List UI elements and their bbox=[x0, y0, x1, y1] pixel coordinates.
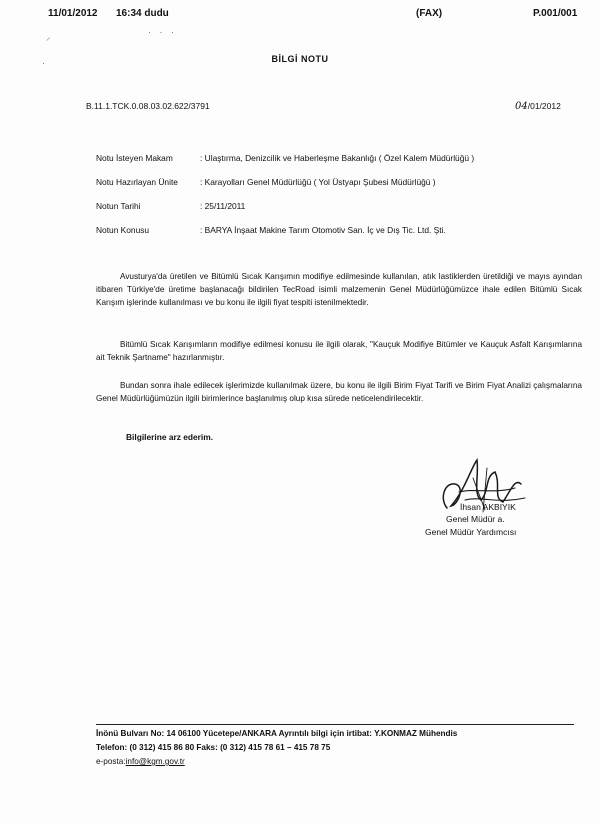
fax-time: 16:34 dudu bbox=[116, 8, 169, 19]
signatory-name: İhsan AKBIYIK bbox=[460, 502, 516, 512]
field-value: : Karayolları Genel Müdürlüğü ( Yol Üstyapı Şubesi Müdürlüğü ) bbox=[200, 177, 436, 187]
footer-phones: Telefon: (0 312) 415 86 80 Faks: (0 312) 415 78 61 – 415 78 75 bbox=[96, 743, 331, 752]
reference-number: B.11.1.TCK.0.08.03.02.622/3791 bbox=[86, 101, 210, 111]
scan-noise-mark: · bbox=[42, 58, 45, 68]
printed-month-year: /01/2012 bbox=[527, 101, 561, 111]
field-value: : 25/11/2011 bbox=[200, 201, 246, 211]
field-value: : BARYA İnşaat Makine Tarım Otomotiv San. İç ve Dış Tic. Ltd. Şti. bbox=[200, 225, 446, 235]
reference-date bbox=[515, 101, 561, 112]
footer-email-link[interactable]: info@kgm.gov.tr bbox=[125, 757, 185, 766]
body-paragraph: Avusturya'da üretilen ve Bitümlü Sıcak Karışımın modifiye edilmesinde kullanılan, atık lastiklerden üretildiği ve mayıs ayından itibaren Türkiye'de üretime başlanacağı bildirilen TecRoad isimli malzemenin Genel Müdürlüğümüzce ihale edilen Bitümlü Sıcak Karışım işlerinde kullanılması ve bu konu ile ilgili fiyat tespiti istenilmektedir. bbox=[96, 272, 582, 307]
closing-line: Bilgilerine arz ederim. bbox=[126, 432, 214, 442]
scan-noise-mark: · · · bbox=[148, 27, 177, 37]
fax-mode: (FAX) bbox=[416, 8, 443, 19]
fax-transmission-header bbox=[0, 8, 600, 22]
footer-divider bbox=[96, 724, 574, 725]
fax-date: 11/01/2012 bbox=[48, 8, 98, 19]
fax-page-number: P.001/001 bbox=[533, 8, 578, 19]
field-value: : Ulaştırma, Denizcilik ve Haberleşme Bakanlığı ( Özel Kalem Müdürlüğü ) bbox=[200, 153, 475, 163]
field-label: Notun Tarihi bbox=[96, 201, 141, 211]
field-label: Notu İsteyen Makam bbox=[96, 153, 173, 163]
footer-email-line bbox=[96, 757, 185, 766]
signatory-title: Genel Müdür a. bbox=[446, 514, 505, 524]
scan-noise-mark: ⸝ bbox=[46, 32, 51, 42]
signatory-title: Genel Müdür Yardımcısı bbox=[425, 527, 517, 537]
document-title: BİLGİ NOTU bbox=[271, 54, 329, 64]
handwritten-day: 04 bbox=[515, 101, 528, 112]
footer-address: İnönü Bulvarı No: 14 06100 Yücetepe/ANKARA Ayrıntılı bilgi için irtibat: Y.KONMAZ Mühendis bbox=[96, 729, 458, 738]
field-label: Notu Hazırlayan Ünite bbox=[96, 177, 178, 187]
field-label: Notun Konusu bbox=[96, 225, 150, 235]
body-paragraph: Bundan sonra ihale edilecek işlerimizde kullanılmak üzere, bu konu ile ilgili Birim Fiyat Tarifi ve Birim Fiyat Analizi çalışmalarına Genel Müdürlüğümüzün ilgili birimlerince başlanılmış olup kısa sürede neticelendirilecektir. bbox=[96, 381, 582, 403]
footer-email-label: e-posta: bbox=[96, 757, 126, 766]
body-paragraph: Bitümlü Sıcak Karışımların modifiye edilmesi konusu ile ilgili olarak, "Kauçuk Modifiye Bitümler ve Kauçuk Asfalt Karışımlarına ait Teknik Şartname" hazırlanmıştır. bbox=[96, 340, 582, 362]
